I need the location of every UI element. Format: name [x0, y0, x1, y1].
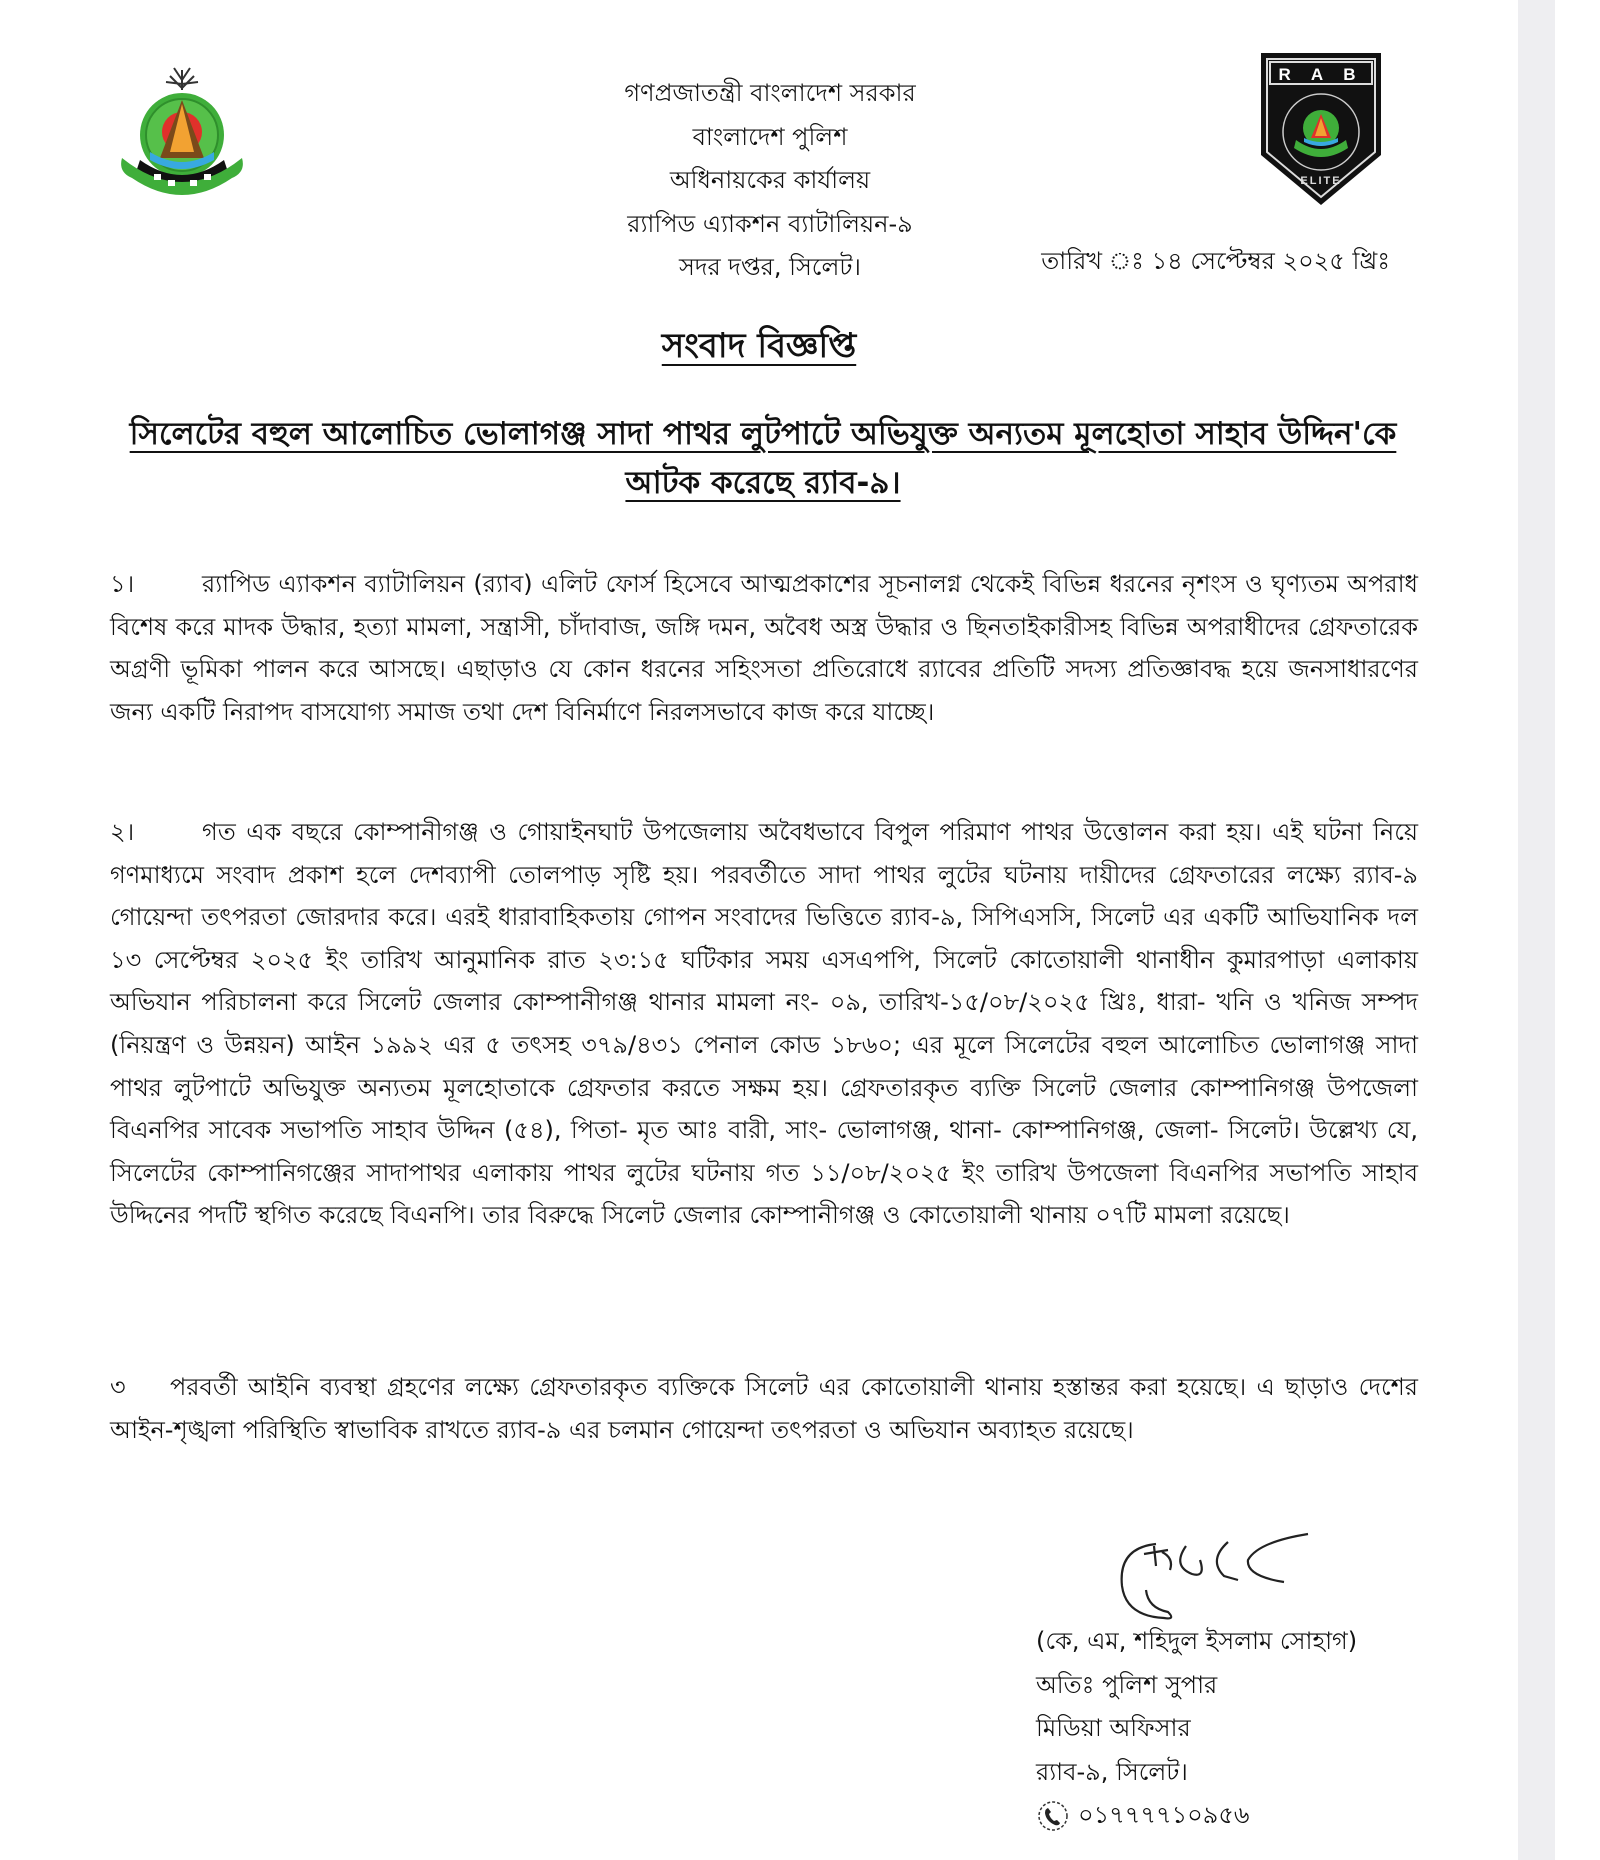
headline: সিলেটের বহুল আলোচিত ভোলাগঞ্জ সাদা পাথর লুটপাটে অভিযুক্ত অন্যতম মূলহোতা সাহাব উদ্দিন'কে আটক করেছে র‍্যাব-৯। [129, 416, 1397, 501]
badge-bottom-text: ELITE [1300, 175, 1342, 187]
signatory-name: (কে, এম, শহিদুল ইসলাম সোহাগ) [1036, 1627, 1358, 1655]
release-date: তারিখ ঃ ১৪ সেপ্টেম্বর ২০২৫ খ্রিঃ [1041, 247, 1390, 275]
govt-name: গণপ্রজাতন্ত্রী বাংলাদেশ সরকার [624, 79, 916, 107]
paragraph-number: ২। [110, 818, 135, 846]
office-header [560, 72, 980, 290]
press-release-title-block [0, 320, 1518, 377]
signatory-designation: অতিঃ পুলিশ সুপার [1036, 1670, 1218, 1699]
paragraph-number: ৩ [110, 1373, 126, 1401]
paragraph-number: ১। [110, 570, 135, 598]
headquarters-location: সদর দপ্তর, সিলেট। [679, 253, 861, 281]
rab-elite-badge-icon [1258, 50, 1384, 208]
paragraph-text: র‍্যাপিড এ্যাকশন ব্যাটালিয়ন (র‍্যাব) এলিট ফোর্স হিসেবে আত্মপ্রকাশের সূচনালগ্ন থেকেই বিভিন্ন ধরনের নৃশংস ও ঘৃণ্যতম অপরাধ বিশেষ করে মাদক উদ্ধার, হত্যা মামলা, সন্ত্রাসী, চাঁদাবাজ, জঙ্গি দমন, অবৈধ অস্ত্র উদ্ধার ও ছিনতাইকারীসহ বিভিন্ন অপরাধীদের গ্রেফতারেক অগ্রণী ভূমিকা পালন করে আসছে। এছাড়াও যে কোন ধরনের সহিংসতা প্রতিরোধে র‍্যাবের প্রতিটি সদস্য প্রতিজ্ঞাবদ্ধ হয়ে জনসাধারণের জন্য একটি নিরাপদ বাসযোগ্য সমাজ তথা দেশ বিনির্মাণে নিরলসভাবে কাজ করে যাচ্ছে। [110, 570, 1418, 726]
paragraph-3 [110, 1366, 1418, 1451]
handwritten-signature [1108, 1530, 1318, 1630]
battalion-name: র‍্যাপিড এ্যাকশন ব্যাটালিয়ন-৯ [627, 209, 913, 238]
phone-number: ০১৭৭৭৭১০৯৫৬ [1078, 1801, 1250, 1829]
signatory-block [1036, 1620, 1357, 1838]
badge-top-text: R A B [1278, 65, 1364, 84]
phone-row [1036, 1794, 1357, 1838]
phone-icon [1036, 1799, 1070, 1833]
paragraph-2 [110, 811, 1418, 1237]
paragraph-text: গত এক বছরে কোম্পানীগঞ্জ ও গোয়াইনঘাট উপজেলায় অবৈধভাবে বিপুল পরিমাণ পাথর উত্তোলন করা হয়। এই ঘটনা নিয়ে গণমাধ্যমে সংবাদ প্রকাশ হলে দেশব্যাপী তোলপাড় সৃষ্টি হয়। পরবর্তীতে সাদা পাথর লুটের ঘটনায় দায়ীদের গ্রেফতারের লক্ষ্যে র‍্যাব-৯ গোয়েন্দা তৎপরতা জোরদার করে। এরই ধারাবাহিকতায় গোপন সংবাদের ভিত্তিতে র‍্যাব-৯, সিপিএসসি, সিলেট এর একটি আভিযানিক দল ১৩ সেপ্টেম্বর ২০২৫ ইং তারিখ আনুমানিক রাত ২৩:১৫ ঘটিকার সময় এসএপপি, সিলেট কোতোয়ালী থানাধীন কুমারপাড়া এলাকায় অভিযান পরিচালনা করে সিলেট জেলার কোম্পানীগঞ্জ থানার মামলা নং- ০৯, তারিখ-১৫/০৮/২০২৫ খ্রিঃ, ধারা- খনি ও খনিজ সম্পদ (নিয়ন্ত্রণ ও উন্নয়ন) আইন ১৯৯২ এর ৫ তৎসহ ৩৭৯/৪৩১ পেনাল কোড ১৮৬০; এর মূলে সিলেটের বহুল আলোচিত ভোলাগঞ্জ সাদা পাথর লুটপাটে অভিযুক্ত অন্যতম মূলহোতাকে গ্রেফতার করতে সক্ষম হয়। গ্রেফতারকৃত ব্যক্তি সিলেট জেলার কোম্পানিগঞ্জ উপজেলা বিএনপির সাবেক সভাপতি সাহাব উদ্দিন (৫৪), পিতা- মৃত আঃ বারী, সাং- ভোলাগঞ্জ, থানা- কোম্পানিগঞ্জ, জেলা- সিলেট। উল্লেখ্য যে, সিলেটের কোম্পানিগঞ্জের সাদাপাথর এলাকায় পাথর লুটের ঘটনায় গত ১১/০৮/২০২৫ ইং তারিখ উপজেলা বিএনপির সভাপতি সাহাব উদ্দিনের পদটি স্থগিত করেছে বিএনপি। তার বিরুদ্ধে সিলেট জেলার কোম্পানীগঞ্জ ও কোতোয়ালী থানায় ০৭টি মামলা রয়েছে। [110, 818, 1418, 1230]
side-scroll-strip [1518, 0, 1555, 1860]
bangladesh-police-emblem-icon [110, 60, 255, 210]
press-release-title: সংবাদ বিজ্ঞপ্তি [661, 326, 857, 366]
signatory-role: মিডিয়া অফিসার [1036, 1714, 1191, 1742]
signatory-unit: র‍্যাব-৯, সিলেট। [1036, 1757, 1188, 1786]
paragraph-text: পরবর্তী আইনি ব্যবস্থা গ্রহণের লক্ষ্যে গ্রেফতারকৃত ব্যক্তিকে সিলেট এর কোতোয়ালী থানায় হস্তান্তর করা হয়েছে। এ ছাড়াও দেশের আইন-শৃঙ্খলা পরিস্থিতি স্বাভাবিক রাখতে র‍্যাব-৯ এর চলমান গোয়েন্দা তৎপরতা ও অভিযান অব্যাহত রয়েছে। [110, 1373, 1418, 1444]
department-name: বাংলাদেশ পুলিশ [692, 122, 848, 151]
headline-block [118, 410, 1408, 508]
office-name: অধিনায়কের কার্যালয় [669, 166, 871, 194]
paragraph-1 [110, 563, 1418, 733]
